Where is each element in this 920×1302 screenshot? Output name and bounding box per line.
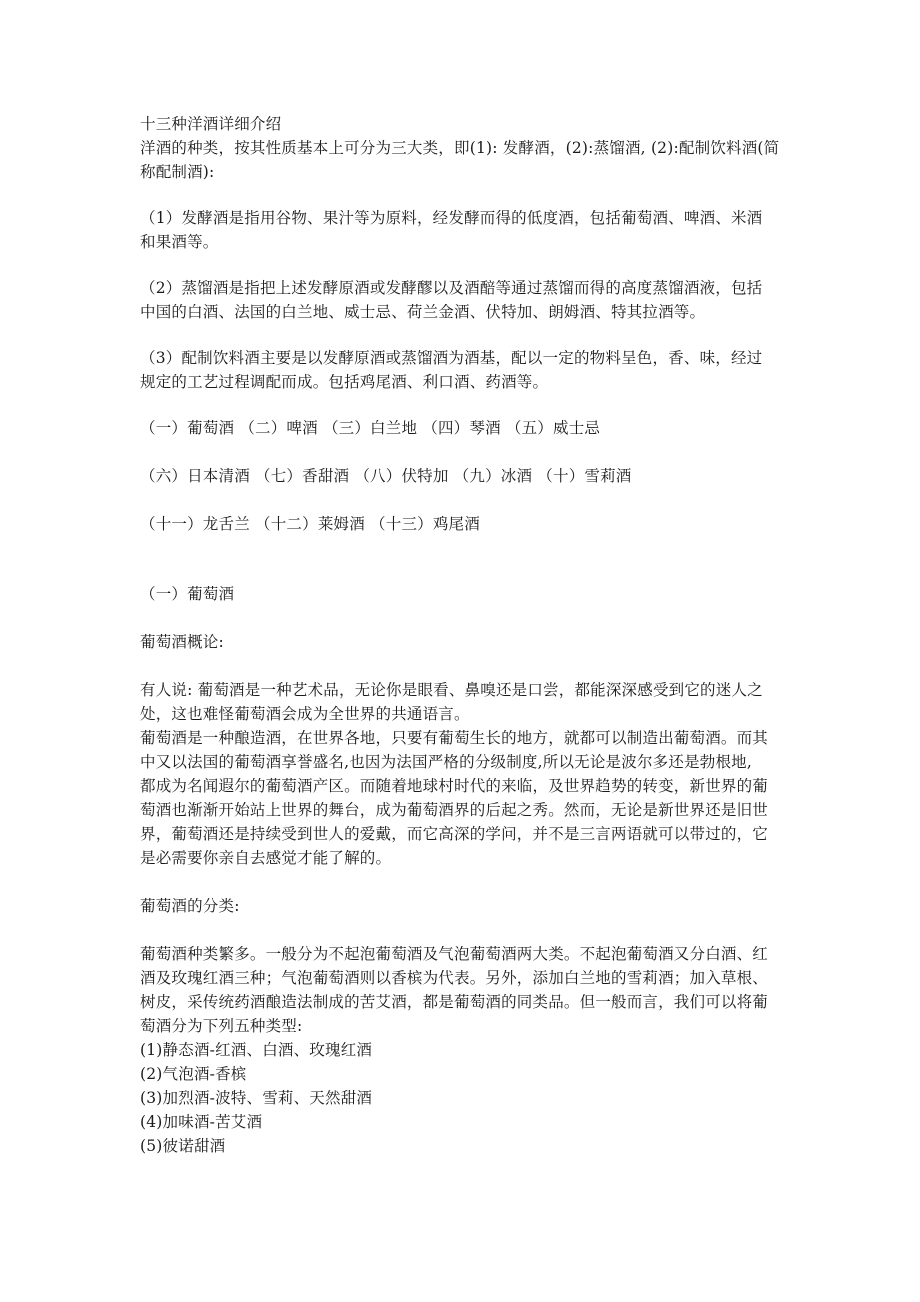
classification-heading: 葡萄酒的分类: bbox=[140, 897, 240, 915]
section-heading: （一）葡萄酒 bbox=[140, 585, 235, 603]
wine-type-1: (1)静态酒-红酒、白酒、玫瑰红酒 bbox=[140, 1041, 373, 1059]
document-title: 十三种洋酒详细介绍 bbox=[140, 115, 282, 133]
overview-line-2: 处，这也难怪葡萄酒会成为全世界的共通语言。 bbox=[140, 705, 470, 723]
classification-line-3: 树皮，采传统药酒酿造法制成的苦艾酒，都是葡萄酒的同类品。但一般而言，我们可以将葡 bbox=[140, 993, 769, 1011]
para2-line-1: （2）蒸馏酒是指把上述发酵原酒或发酵醪以及酒醅等通过蒸馏而得的高度蒸馏酒液，包括 bbox=[140, 279, 763, 297]
overview-line-8: 是必需要你亲自去感觉才能了解的。 bbox=[140, 849, 392, 867]
overview-line-4: 中又以法国的葡萄酒享誉盛名,也因为法国严格的分级制度,所以无论是波尔多还是勃根地, bbox=[140, 753, 752, 771]
classification-line-2: 酒及玫瑰红酒三种；气泡葡萄酒则以香槟为代表。另外，添加白兰地的雪莉酒；加入草根、 bbox=[140, 969, 769, 987]
overview-line-5: 都成为名闻遐尔的葡萄酒产区。而随着地球村时代的来临，及世界趋势的转变，新世界的葡 bbox=[140, 777, 769, 795]
document-page bbox=[140, 112, 800, 1158]
para1-line-1: （1）发酵酒是指用谷物、果汁等为原料，经发酵而得的低度酒，包括葡萄酒、啤酒、米酒 bbox=[140, 209, 763, 227]
para2-line-2: 中国的白酒、法国的白兰地、威士忌、荷兰金酒、伏特加、朗姆酒、特其拉酒等。 bbox=[140, 303, 706, 321]
para3-line-1: （3）配制饮料酒主要是以发酵原酒或蒸馏酒为酒基，配以一定的物料呈色，香、味，经过 bbox=[140, 349, 763, 367]
overview-line-6: 萄酒也渐渐开始站上世界的舞台，成为葡萄酒界的后起之秀。然而，无论是新世界还是旧世 bbox=[140, 801, 769, 819]
list-row-1: （一）葡萄酒 （二）啤酒 （三）白兰地 （四）琴酒 （五）威士忌 bbox=[140, 419, 601, 437]
para3-line-2: 规定的工艺过程调配而成。包括鸡尾酒、利口酒、药酒等。 bbox=[140, 373, 549, 391]
wine-type-2: (2)气泡酒-香槟 bbox=[140, 1065, 247, 1083]
overview-line-3: 葡萄酒是一种酿造酒，在世界各地，只要有葡萄生长的地方，就都可以制造出葡萄酒。而其 bbox=[140, 729, 769, 747]
overview-line-7: 界，葡萄酒还是持续受到世人的爱戴，而它高深的学问，并不是三言两语就可以带过的，它 bbox=[140, 825, 769, 843]
intro-line-1: 洋酒的种类，按其性质基本上可分为三大类，即(1): 发酵酒，(2):蒸馏酒, (2):配制饮料酒(简 bbox=[140, 139, 780, 157]
overview-line-1: 有人说: 葡萄酒是一种艺术品，无论你是眼看、鼻嗅还是口尝，都能深深感受到它的迷人之 bbox=[140, 681, 763, 699]
classification-line-1: 葡萄酒种类繁多。一般分为不起泡葡萄酒及气泡葡萄酒两大类。不起泡葡萄酒又分白酒、红 bbox=[140, 945, 769, 963]
list-row-2: （六）日本清酒 （七）香甜酒 （八）伏特加 （九）冰酒 （十）雪莉酒 bbox=[140, 467, 632, 485]
wine-type-5: (5)彼诺甜酒 bbox=[140, 1137, 226, 1155]
para1-line-2: 和果酒等。 bbox=[140, 233, 219, 251]
list-row-3: （十一）龙舌兰 （十二）莱姆酒 （十三）鸡尾酒 bbox=[140, 515, 480, 533]
wine-type-4: (4)加味酒-苦艾酒 bbox=[140, 1113, 263, 1131]
wine-type-3: (3)加烈酒-波特、雪莉、天然甜酒 bbox=[140, 1089, 373, 1107]
classification-line-4: 萄酒分为下列五种类型: bbox=[140, 1017, 303, 1035]
intro-line-2: 称配制酒): bbox=[140, 163, 215, 181]
overview-heading: 葡萄酒概论: bbox=[140, 633, 224, 651]
